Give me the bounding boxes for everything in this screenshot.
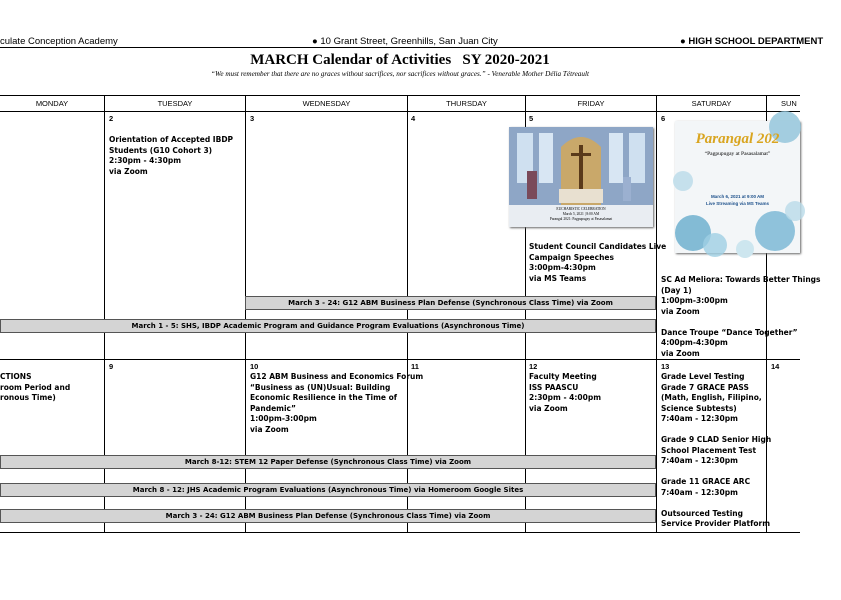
date-12: 12 [529,362,538,371]
school-name: culate Conception Academy [0,36,118,47]
day-header-wednesday: WEDNESDAY [302,99,351,108]
date-11: 11 [411,362,419,371]
bar-abm-business-plan-w2: March 3 - 24: G12 ABM Business Plan Defense (Synchronous Class Time) via Zoom [0,509,656,523]
date-3: 3 [250,114,255,123]
event-abm-economics-forum: G12 ABM Business and Economics Forum “Business as (UN)Usual: Building Economic Resilience in the Time of Pandemic” 1:00pm-3:00pm via Zoom [250,372,424,434]
page-title: MARCH Calendar of Activities SY 2020-2021 [250,52,550,68]
event-grade-level-testing: Grade Level Testing Grade 7 GRACE PASS (Math, English, Filipino, Science Subtests) 7:40am - 12:30pm Grade 9 CLAD Senior High School Placement Test 7:40am - 12:30pm Grade 11 GRACE ARC 7:40am - 12:30pm Outsourced Testing Service Provider Platform [661,372,772,528]
date-9: 9 [109,362,114,371]
date-10: 10 [250,362,259,371]
school-address: ● 10 Grant Street, Greenhills, San Juan City [312,36,498,47]
department-label: ● HIGH SCHOOL DEPARTMENT [680,36,824,47]
motto-quote: “We must remember that there are no graces without sacrifices, nor sacrifices without graces.” - Venerable Mother Délia Tétreault [211,70,589,78]
date-5: 5 [529,114,534,123]
day-header-thursday: THURSDAY [446,99,487,108]
day-header-friday: FRIDAY [577,99,605,108]
event-student-council-speeches: Student Council Candidates Live Campaign Speeches 3:00pm-4:30pm via MS Teams [529,242,667,283]
event-sc-ad-meliora: SC Ad Meliora: Towards Better Things (Day 1) 1:00pm-3:00pm via Zoom Dance Troupe “Dance Together” 4:00pm-4:30pm via Zoom [661,275,821,358]
bar-shs-ibdp-evaluations: March 1 - 5: SHS, IBDP Academic Program and Guidance Program Evaluations (Asynchronous Time) [0,319,656,333]
bar-abm-business-plan-w1: March 3 - 24: G12 ABM Business Plan Defense (Synchronous Class Time) via Zoom [245,296,656,310]
event-ibdp-orientation: Orientation of Accepted IBDP Students (G10 Cohort 3) 2:30pm - 4:30pm via Zoom [109,135,234,176]
event-monday-w2: CTIONS room Period and ronous Time) [0,372,71,402]
day-header-saturday: SATURDAY [691,99,732,108]
day-header-sunday: SUN [781,99,797,108]
date-13: 13 [661,362,670,371]
date-2: 2 [109,114,114,123]
parangal-poster: Parangal 202 “Pagpupugay at Pasasalamat” March 6, 2021 at 9:00 AM Live Streaming via MS Teams [675,121,800,253]
bar-jhs-evaluations: March 8 - 12: JHS Academic Program Evaluations (Asynchronous Time) via Homeroom Google Sites [0,483,656,497]
date-4: 4 [411,114,416,123]
date-14: 14 [771,362,780,371]
day-header-monday: MONDAY [35,99,69,108]
date-6: 6 [661,114,666,123]
eucharistic-celebration-poster: EUCHARISTIC CELEBRATION March 5, 2021 | 8:00 AM Parangal 2021: Pagpupugay at Pasasalamat [509,127,653,227]
day-header-tuesday: TUESDAY [157,99,193,108]
header-rule [0,47,800,48]
bar-stem-paper-defense: March 8-12: STEM 12 Paper Defense (Synchronous Class Time) via Zoom [0,455,656,469]
event-faculty-meeting: Faculty Meeting ISS PAASCU 2:30pm - 4:00pm via Zoom [529,372,602,413]
